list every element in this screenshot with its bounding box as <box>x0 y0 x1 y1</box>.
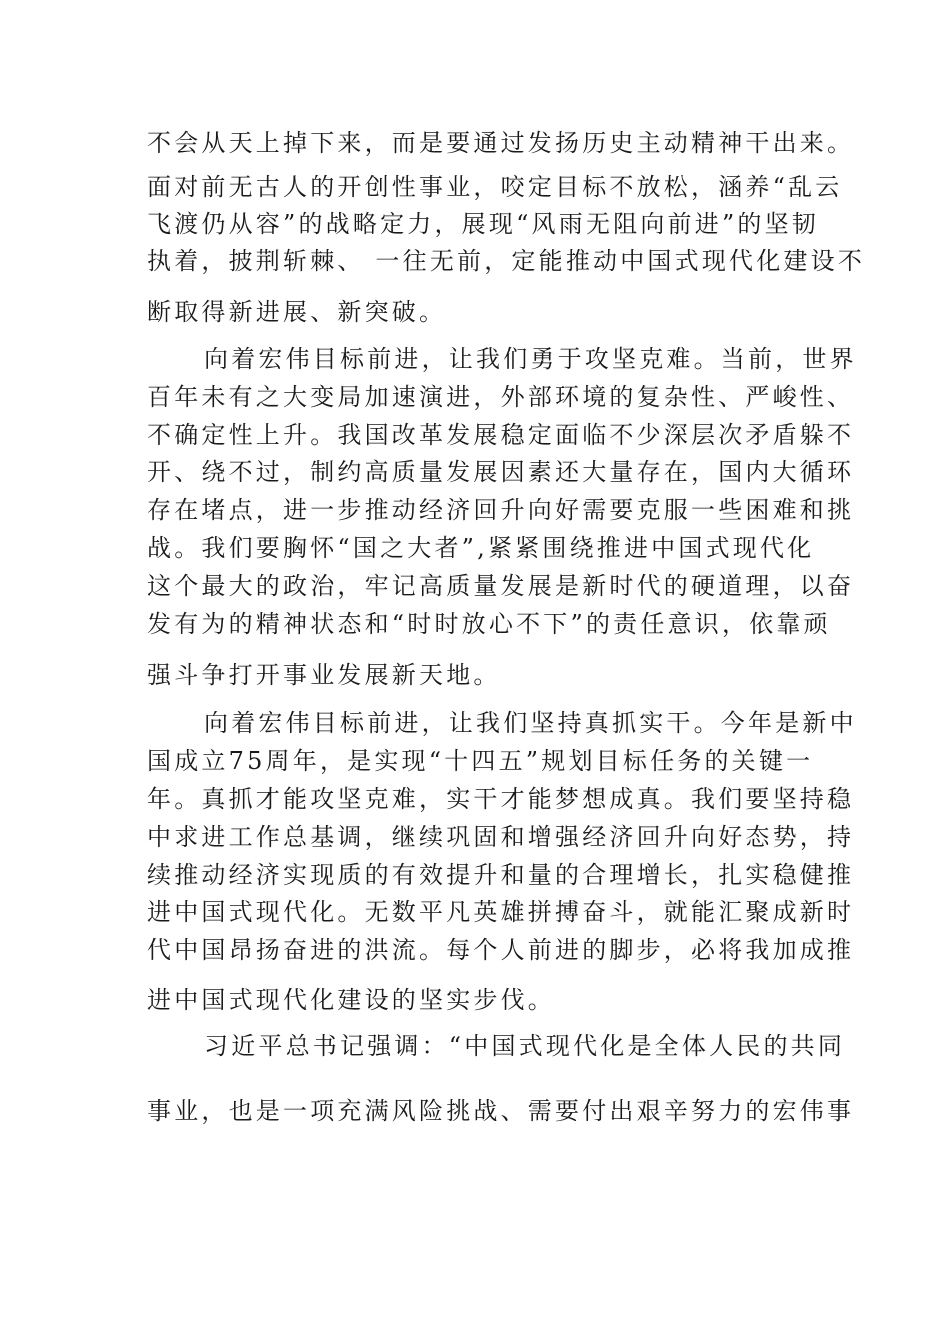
text-line: 不确定性上升。我国改革发展稳定面临不少深层次矛盾躲不 <box>147 421 855 449</box>
paragraph-first-line: 习近平总书记强调：“中国式现代化是全体人民的共同 <box>204 1032 846 1060</box>
text-line: 进中国式现代化。无数平凡英雄拼搏奋斗，就能汇聚成新时 <box>147 898 855 926</box>
text-line: 年。真抓才能攻坚克难，实干才能梦想成真。我们要坚持稳 <box>147 785 855 813</box>
text-line: 代中国昂扬奋进的洪流。每个人前进的脚步，必将我加成推 <box>147 936 855 964</box>
text-line: 开、绕不过，制约高质量发展因素还大量存在，国内大循环 <box>147 458 855 486</box>
text-line: 发有为的精神状态和“时时放心不下”的责任意识，依靠顽 <box>147 610 831 638</box>
text-line: 这个最大的政治，牢记高质量发展是新时代的硬道理，以奋 <box>147 572 855 600</box>
text-line: 断取得新进展、新突破。 <box>147 298 447 326</box>
text-line: 飞渡仍从容”的战略定力，展现“风雨无阻向前进”的坚韧 <box>147 210 820 238</box>
text-line: 国成立75周年，是实现“十四五”规划目标任务的关键一 <box>147 747 814 775</box>
text-line: 强斗争打开事业发展新天地。 <box>147 661 501 689</box>
text-line: 战。我们要胸怀“国之大者”,紧紧围绕推进中国式现代化 <box>147 534 815 562</box>
text-line: 百年未有之大变局加速演进，外部环境的复杂性、严峻性、 <box>147 383 855 411</box>
paragraph-first-line: 向着宏伟目标前进，让我们坚持真抓实干。今年是新中 <box>204 709 857 737</box>
text-line: 面对前无古人的开创性事业，咬定目标不放松，涵养“乱云 <box>147 173 843 201</box>
text-line: 执着，披荆斩棘、 一往无前，定能推动中国式现代化建设不 <box>147 247 866 275</box>
text-line: 存在堵点，进一步推动经济回升向好需要克服一些困难和挑 <box>147 496 855 524</box>
text-line: 不会从天上掉下来，而是要通过发扬历史主动精神干出来。 <box>147 129 855 157</box>
text-line: 续推动经济实现质的有效提升和量的合理增长，扎实稳健推 <box>147 861 855 889</box>
paragraph-first-line: 向着宏伟目标前进，让我们勇于攻坚克难。当前，世界 <box>204 345 857 373</box>
text-line: 中求进工作总基调，继续巩固和增强经济回升向好态势，持 <box>147 823 855 851</box>
text-line: 进中国式现代化建设的坚实步伐。 <box>147 986 555 1014</box>
text-line: 事业，也是一项充满风险挑战、需要付出艰辛努力的宏伟事 <box>147 1097 855 1125</box>
